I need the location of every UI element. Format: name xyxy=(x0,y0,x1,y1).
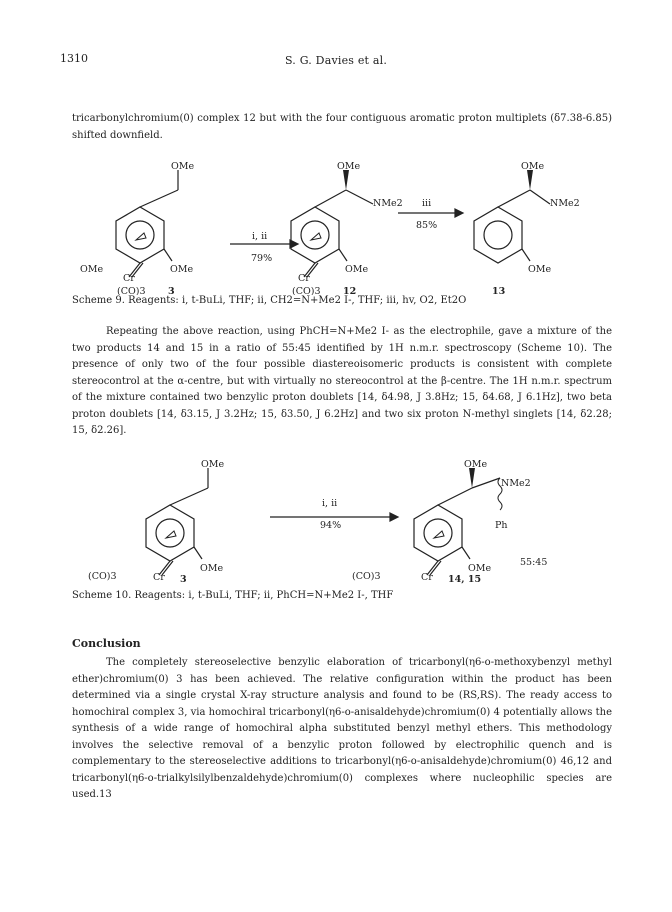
ome-label: OMe xyxy=(200,563,224,574)
conclusion-heading: Conclusion xyxy=(72,637,141,650)
cr-label: Cr xyxy=(153,572,165,583)
page-number: 1310 xyxy=(60,52,88,65)
scheme-10-diagram xyxy=(60,448,620,588)
compound-13-label: 13 xyxy=(492,286,506,295)
nme2-label: NMe2 xyxy=(501,478,531,489)
compound-14-15-label: 14, 15 xyxy=(448,574,482,585)
ratio-label: 55:45 xyxy=(520,557,548,568)
benzene-ring-12 xyxy=(291,207,339,263)
ome-label: OMe xyxy=(80,264,104,275)
ome-label: OMe xyxy=(468,563,492,574)
aromatic-circle-3 xyxy=(126,221,154,249)
paragraph-intro: tricarbonylchromium(0) complex 12 but with the four contiguous aromatic proton multiplets (δ7.38-6.85) shifted downfield. xyxy=(72,113,612,141)
scheme-9-caption: Scheme 9. Reagents: i, t-BuLi, THF; ii, CH2=N+Me2 I-, THF; iii, hv, O2, Et2O xyxy=(72,295,467,306)
nme2-label: NMe2 xyxy=(550,198,580,209)
paragraph-results: Repeating the above reaction, using PhCH=N+Me2 I- as the electrophile, gave a mixture of the two products 14 and 15 in a ratio of 55:45 identified by 1H n.m.r. spectroscopy (Scheme 10). The presence of only two of the four possible diastereoisomeric products is consistent with complete stereocontrol at the α-centre, but with virtually no stereocontrol at the β-centre. The 1H n.m.r. spectrum of the mixture contained two benzylic proton doublets [14, δ4.98, J 3.8Hz; 15, δ4.68, J 6.1Hz], two beta proton doublets [14, δ3.15, J 3.2Hz; 15, δ3.50, J 6.2Hz] and two six proton N-methyl singlets [14, δ2.28; 15, δ2.26]. xyxy=(72,326,612,436)
ome-label: OMe xyxy=(521,161,545,172)
co3-label: (CO)3 xyxy=(292,286,321,295)
reagent-step-label: i, ii xyxy=(252,231,268,242)
paragraph-conclusion: The completely stereoselective benzylic elaboration of tricarbonyl(η6-o-methoxybenzyl methyl ether)chromium(0) 3 has been achieved. The relative configuration within the product has been determined via a single crystal X-ray structure analysis and found to be (RS,RS). The ready access to homochiral complex 3, via homochiral tricarbonyl(η6-o-anisaldehyde)chromium(0) 4 potentially allows the synthesis of a wide range of homochiral alpha substituted benzyl methyl ethers. This methodology involves the selective removal of a benzylic proton followed by electrophilic quench and is complementary to the stereoselective additions to tricarbonyl(η6-o-anisaldehyde)chromium(0) 46,12 and tricarbonyl(η6-o-trialkylsilylbenzaldehyde)chromium(0) complexes where nucleophilic species are used.13 xyxy=(72,657,612,800)
yield-label: 79% xyxy=(251,253,273,264)
co3-label: (CO)3 xyxy=(117,286,146,295)
benzene-ring-3 xyxy=(146,505,194,561)
ome-label: OMe xyxy=(171,161,195,172)
reagent-step-label: iii xyxy=(422,198,432,209)
running-header-authors: S. G. Davies et al. xyxy=(284,54,388,67)
ome-label: OMe xyxy=(528,264,552,275)
cr-label: Cr xyxy=(298,273,310,284)
scheme-10-caption: Scheme 10. Reagents: i, t-BuLi, THF; ii, PhCH=N+Me2 I-, THF xyxy=(72,590,394,601)
nme2-label: NMe2 xyxy=(373,198,403,209)
compound-3-label: 3 xyxy=(180,574,187,585)
ph-label: Ph xyxy=(495,520,508,531)
compound-3-label: 3 xyxy=(168,286,175,295)
cr-label: Cr xyxy=(123,273,135,284)
compound-12-label: 12 xyxy=(343,286,357,295)
benzene-ring-3 xyxy=(116,207,164,263)
cr-label: Cr xyxy=(421,572,433,583)
reagent-step-label: i, ii xyxy=(322,498,338,509)
benzene-ring-14-15 xyxy=(414,505,462,561)
ome-label: OMe xyxy=(201,459,225,470)
scheme-9-diagram xyxy=(60,160,620,295)
yield-label: 85% xyxy=(416,220,438,231)
ome-label: OMe xyxy=(170,264,194,275)
ome-label: OMe xyxy=(337,161,361,172)
benzene-ring-13 xyxy=(474,207,522,263)
co3-label: (CO)3 xyxy=(352,571,381,582)
ome-label: OMe xyxy=(464,459,488,470)
ome-label: OMe xyxy=(345,264,369,275)
co3-label: (CO)3 xyxy=(88,571,117,582)
yield-label: 94% xyxy=(320,520,342,531)
